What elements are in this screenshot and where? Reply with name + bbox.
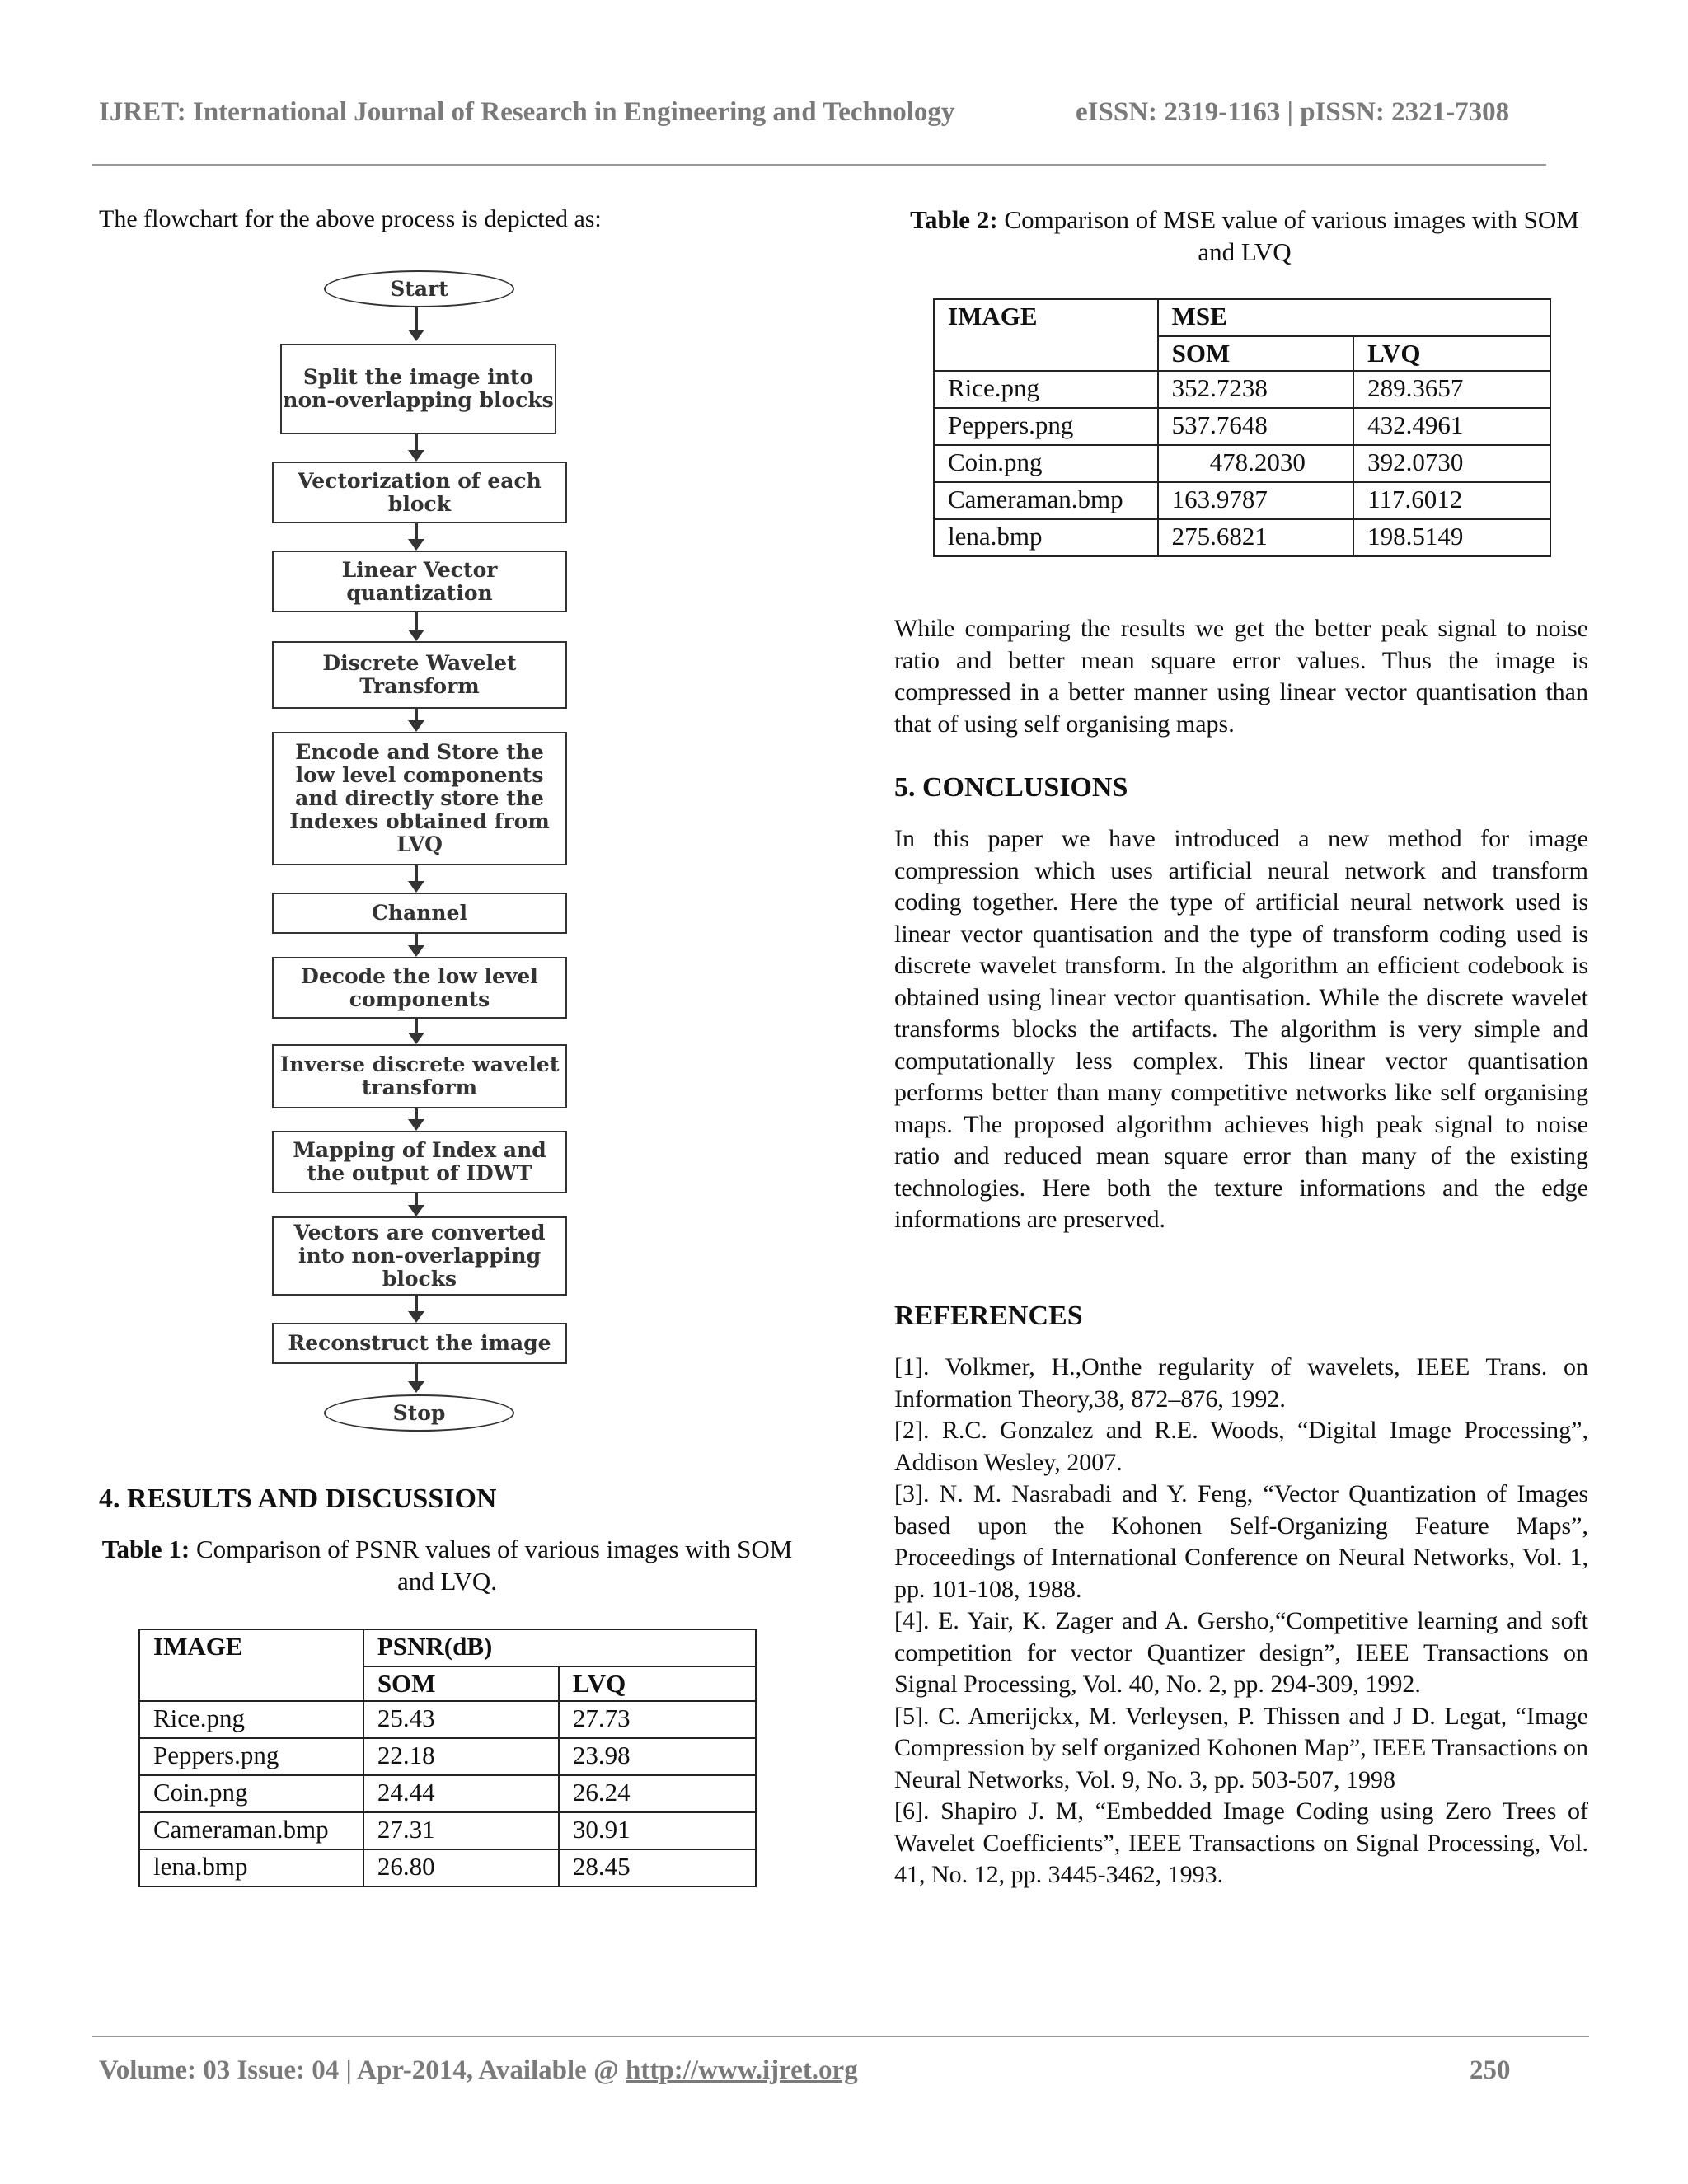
header-rule bbox=[92, 164, 1546, 166]
flowchart-step: Inverse discrete wavelet transform bbox=[272, 1044, 567, 1108]
table-cell-som: 478.2030 bbox=[1158, 445, 1353, 482]
table-cell-image: Cameraman.bmp bbox=[934, 482, 1158, 519]
table-cell-image: Peppers.png bbox=[934, 408, 1158, 445]
table-1-caption-text: Comparison of PSNR values of various images with SOM and LVQ. bbox=[195, 1535, 793, 1596]
table-cell-lvq: 289.3657 bbox=[1353, 371, 1550, 408]
table-cell-som: 275.6821 bbox=[1158, 519, 1353, 556]
table-row bbox=[934, 371, 1550, 408]
comparison-paragraph: While comparing the results we get the better peak signal to noise ratio and better mean square error values. Thus the image is compressed in a better manner using linear vector quantisation than that of using self organising maps. bbox=[894, 615, 1588, 738]
flowchart-step: Mapping of Index and the output of IDWT bbox=[272, 1131, 567, 1193]
table-cell-image: Coin.png bbox=[139, 1775, 363, 1812]
flowchart-stop: Stop bbox=[324, 1394, 514, 1432]
table-cell-lvq: 432.4961 bbox=[1353, 408, 1550, 445]
reference-item: [6]. Shapiro J. M, “Embedded Image Coding using Zero Trees of Wavelet Coefficients”, IEEE Transactions on Signal Processing, Vol. 41, No. 12, pp. 3445-3462, 1993. bbox=[894, 1797, 1588, 1888]
journal-title: IJRET: International Journal of Research in Engineering and Technology bbox=[99, 97, 955, 127]
table-2-header-lvq: LVQ bbox=[1353, 336, 1550, 371]
table-cell-lvq: 23.98 bbox=[559, 1738, 756, 1775]
table-1-header-metric: PSNR(dB) bbox=[363, 1629, 756, 1666]
table-row bbox=[934, 408, 1550, 445]
flowchart-arrow bbox=[415, 1296, 418, 1320]
flowchart-arrow bbox=[415, 1108, 418, 1128]
flowchart-step: Encode and Store the low level components and directly store the Indexes obtained from LVQ bbox=[272, 732, 567, 865]
table-cell-lvq: 26.24 bbox=[559, 1775, 756, 1812]
flowchart-arrow bbox=[415, 523, 418, 548]
flowchart-step: Linear Vector quantization bbox=[272, 551, 567, 612]
table-2-header-som: SOM bbox=[1158, 336, 1353, 371]
footer-volume-text: Volume: 03 Issue: 04 | Apr-2014, Available @ bbox=[99, 2055, 619, 2085]
table-cell-image: Rice.png bbox=[139, 1701, 363, 1738]
table-cell-lvq: 28.45 bbox=[559, 1849, 756, 1886]
issn: eISSN: 2319-1163 | pISSN: 2321-7308 bbox=[1076, 97, 1510, 127]
flowchart-step: Channel bbox=[272, 893, 567, 934]
flowchart-arrow bbox=[415, 307, 418, 339]
table-cell-image: Rice.png bbox=[934, 371, 1158, 408]
table-row bbox=[934, 482, 1550, 519]
table-cell-image: Cameraman.bmp bbox=[139, 1812, 363, 1849]
table-cell-image: lena.bmp bbox=[934, 519, 1158, 556]
reference-item: [4]. E. Yair, K. Zager and A. Gersho,“Competitive learning and soft competition for vector Quantizer design”, IEEE Transactions on Signal Processing, Vol. 40, No. 2, pp. 294-309, 1992. bbox=[894, 1607, 1588, 1698]
footer-volume bbox=[99, 2055, 858, 2086]
flowchart-step: Reconstruct the image bbox=[272, 1323, 567, 1364]
footer-rule bbox=[92, 2036, 1589, 2037]
references-title: REFERENCES bbox=[894, 1301, 1083, 1331]
table-1-header-som: SOM bbox=[363, 1666, 559, 1701]
table-cell-lvq: 198.5149 bbox=[1353, 519, 1550, 556]
table-cell-som: 27.31 bbox=[363, 1812, 559, 1849]
table-row bbox=[139, 1849, 756, 1886]
table-cell-som: 24.44 bbox=[363, 1775, 559, 1812]
table-cell-som: 25.43 bbox=[363, 1701, 559, 1738]
flowchart-step: Vectorization of each block bbox=[272, 462, 567, 523]
table-1-caption bbox=[99, 1533, 795, 1597]
flowchart-start: Start bbox=[324, 270, 514, 307]
flowchart-step: Decode the low level components bbox=[272, 957, 567, 1019]
references-list bbox=[894, 1352, 1588, 1891]
table-row bbox=[139, 1701, 756, 1738]
footer-url-link[interactable]: http://www.ijret.org bbox=[626, 2055, 858, 2085]
table-2-caption-label: Table 2: bbox=[910, 205, 998, 234]
table-cell-lvq: 30.91 bbox=[559, 1812, 756, 1849]
flowchart-arrow bbox=[415, 934, 418, 954]
reference-item: [5]. C. Amerijckx, M. Verleysen, P. Thissen and J D. Legat, “Image Compression by self organized Kohonen Map”, IEEE Transactions on Neural Networks, Vol. 9, No. 3, pp. 503-507, 1998 bbox=[894, 1702, 1588, 1793]
flowchart-step: Discrete Wavelet Transform bbox=[272, 641, 567, 709]
table-cell-som: 537.7648 bbox=[1158, 408, 1353, 445]
table-2 bbox=[933, 298, 1551, 557]
table-cell-som: 352.7238 bbox=[1158, 371, 1353, 408]
table-1-header-image: IMAGE bbox=[139, 1629, 363, 1701]
table-cell-image: Coin.png bbox=[934, 445, 1158, 482]
table-cell-som: 163.9787 bbox=[1158, 482, 1353, 519]
table-row bbox=[934, 519, 1550, 556]
table-cell-som: 26.80 bbox=[363, 1849, 559, 1886]
flowchart-arrow bbox=[415, 434, 418, 459]
reference-item: [2]. R.C. Gonzalez and R.E. Woods, “Digital Image Processing”, Addison Wesley, 2007. bbox=[894, 1417, 1588, 1476]
table-2-header-metric: MSE bbox=[1158, 299, 1550, 336]
table-cell-lvq: 27.73 bbox=[559, 1701, 756, 1738]
table-cell-image: lena.bmp bbox=[139, 1849, 363, 1886]
table-row bbox=[934, 445, 1550, 482]
table-2-caption bbox=[898, 204, 1591, 268]
reference-item: [3]. N. M. Nasrabadi and Y. Feng, “Vector Quantization of Images based upon the Kohonen Self-Organizing Feature Maps”, Proceedings of International Conference on Neural Networks, Vol. 1, pp. 101-108, 1988. bbox=[894, 1480, 1588, 1603]
table-row bbox=[139, 1812, 756, 1849]
page-number: 250 bbox=[1470, 2055, 1511, 2085]
table-cell-image: Peppers.png bbox=[139, 1738, 363, 1775]
flowchart-arrow bbox=[415, 1019, 418, 1042]
table-2-caption-text: Comparison of MSE value of various images with SOM and LVQ bbox=[1004, 205, 1579, 266]
table-row bbox=[139, 1775, 756, 1812]
reference-item: [1]. Volkmer, H.,Onthe regularity of wavelets, IEEE Trans. on Information Theory,38, 872–876, 1992. bbox=[894, 1353, 1588, 1413]
flowchart-arrow bbox=[415, 709, 418, 729]
table-row bbox=[139, 1738, 756, 1775]
table-1 bbox=[138, 1629, 757, 1887]
flowchart-arrow bbox=[415, 1364, 418, 1390]
table-2-header-image: IMAGE bbox=[934, 299, 1158, 371]
table-cell-lvq: 392.0730 bbox=[1353, 445, 1550, 482]
section-4-title: 4. RESULTS AND DISCUSSION bbox=[99, 1483, 497, 1514]
table-1-header-lvq: LVQ bbox=[559, 1666, 756, 1701]
flowchart-step: Vectors are converted into non-overlapping blocks bbox=[272, 1216, 567, 1296]
flowchart-arrow bbox=[415, 1193, 418, 1214]
flowchart-arrow bbox=[415, 865, 418, 890]
table-cell-lvq: 117.6012 bbox=[1353, 482, 1550, 519]
section-5-title: 5. CONCLUSIONS bbox=[894, 772, 1128, 803]
conclusion-paragraph: In this paper we have introduced a new method for image compression which uses artificial neural network and transform coding together. Here the type of artificial neural network used is linear vector quantisation and the type of transform coding used is discrete wavelet transform. In the algorithm an efficient codebook is obtained using linear vector quantisation. While the discrete wavelet transforms blocks the artifacts. The algorithm is very simple and computationally less complex. This linear vector quantisation performs better than many competitive networks like self organising maps. The proposed algorithm achieves high peak signal to noise ratio and reduced mean square error than many of the existing technologies. Here both the texture informations and the edge informations are preserved. bbox=[894, 825, 1588, 1233]
table-cell-som: 22.18 bbox=[363, 1738, 559, 1775]
flowchart-step: Split the image into non-overlapping blocks bbox=[280, 344, 556, 434]
flowchart-intro: The flowchart for the above process is depicted as: bbox=[99, 205, 602, 232]
flowchart-arrow bbox=[415, 612, 418, 639]
table-1-caption-label: Table 1: bbox=[101, 1535, 190, 1563]
